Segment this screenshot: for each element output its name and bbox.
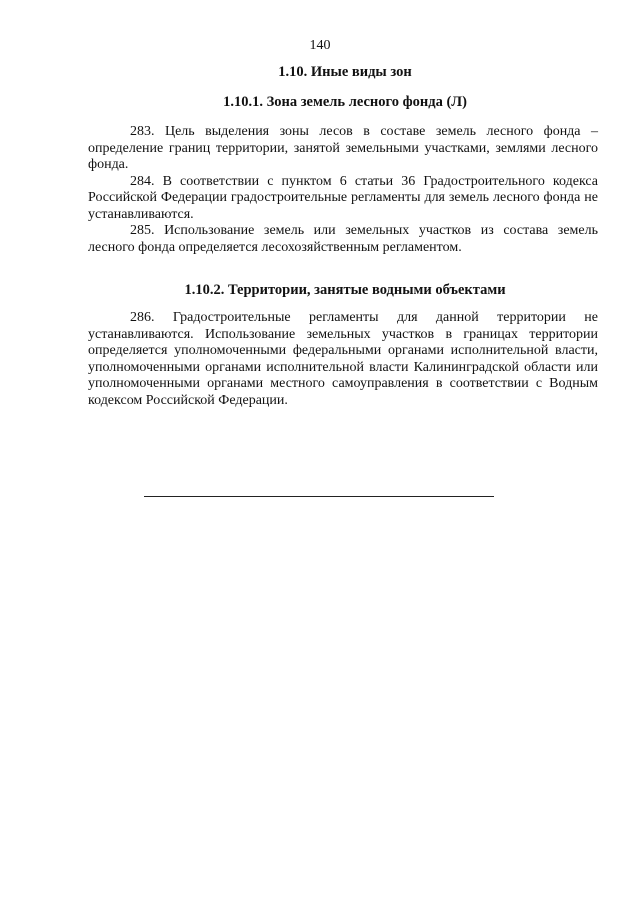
paragraph-285: 285. Использование земель или земельных участков из состава земель лесного фонда определяется лесохозяйственным регламентом. xyxy=(88,223,598,255)
paragraph-284: 284. В соответствии с пунктом 6 статьи 36 Градостроительного кодекса Российской Федерации градостроительные регламенты для земель лесного фонда не устанавливаются. xyxy=(88,173,598,222)
page-number: 140 xyxy=(309,38,331,53)
forest-fund-paragraphs xyxy=(88,124,598,256)
section-heading: 1.10. Иные виды зон xyxy=(278,64,412,80)
paragraph-286: 286. Градостроительные регламенты для данной территории не устанавливаются. Использование земельных участков в границах территории определяется уполномоченными федеральными органами исполнительной власти, уполномоченными органами исполнительной власти Калининградской области или уполномоченными органами местного самоуправления в соответствии с Водным кодексом Российской Федерации. xyxy=(88,310,598,408)
water-objects-paragraphs xyxy=(88,310,598,409)
paragraph-283: 283. Цель выделения зоны лесов в составе земель лесного фонда – определение границ территории, занятой земельными участками, землями лесного фонда. xyxy=(88,124,598,172)
subsection-heading-forest-fund: 1.10.1. Зона земель лесного фонда (Л) xyxy=(223,94,467,110)
subsection-heading-water-objects: 1.10.2. Территории, занятые водными объектами xyxy=(184,282,506,298)
end-of-document-rule xyxy=(144,496,494,497)
